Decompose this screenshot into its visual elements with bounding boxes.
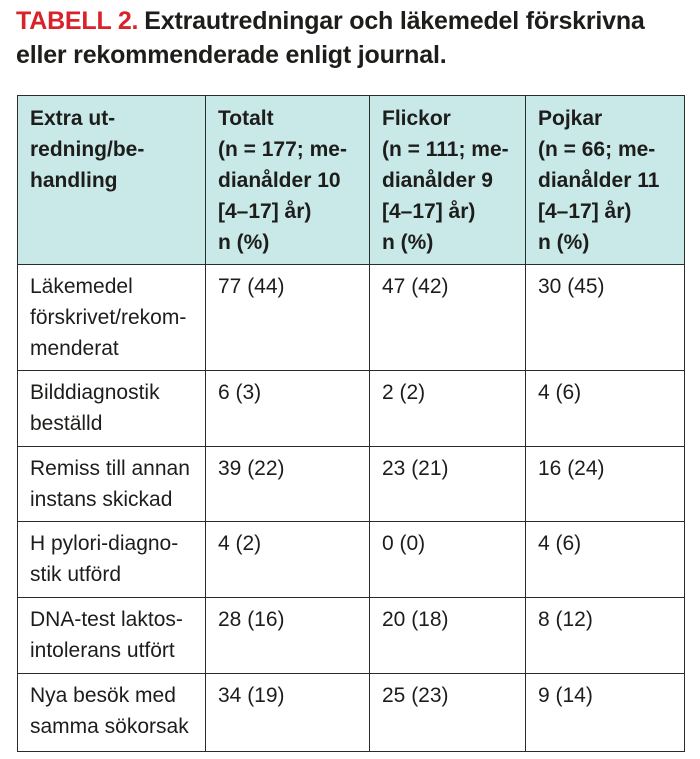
value-cell-flickor: 23 (21) — [370, 447, 526, 522]
data-table — [17, 95, 685, 752]
table-row — [18, 674, 685, 752]
table-row — [18, 265, 685, 371]
value-cell-pojkar: 4 (6) — [526, 522, 685, 598]
value-cell-totalt: 6 (3) — [206, 371, 370, 447]
value-cell-totalt: 77 (44) — [206, 265, 370, 371]
value-cell-pojkar: 30 (45) — [526, 265, 685, 371]
value-cell-totalt: 34 (19) — [206, 674, 370, 752]
value-cell-flickor: 47 (42) — [370, 265, 526, 371]
value-cell-pojkar: 8 (12) — [526, 598, 685, 674]
row-label-cell: Nya besök med samma sökorsak — [18, 674, 206, 752]
value-cell-flickor: 20 (18) — [370, 598, 526, 674]
value-cell-flickor: 2 (2) — [370, 371, 526, 447]
value-cell-totalt: 28 (16) — [206, 598, 370, 674]
row-label-cell: Läkemedel förskrivet/rekom- menderat — [18, 265, 206, 371]
table-caption — [16, 4, 686, 72]
table-row — [18, 522, 685, 598]
header-cell-extra-utredning: Extra ut- redning/be- handling — [18, 96, 206, 265]
table-row — [18, 371, 685, 447]
row-label-cell: Bilddiagnostik beställd — [18, 371, 206, 447]
table-header — [18, 96, 685, 265]
value-cell-flickor: 25 (23) — [370, 674, 526, 752]
table-title: Extrautredningar och läkemedel förskrivna eller rekommenderade enligt journal. — [16, 7, 645, 69]
row-label-cell: DNA-test laktos- intolerans utfört — [18, 598, 206, 674]
value-cell-pojkar: 16 (24) — [526, 447, 685, 522]
header-row — [18, 96, 685, 265]
header-cell-totalt: Totalt (n = 177; me- dianålder 10 [4–17] år) n (%) — [206, 96, 370, 265]
table-row — [18, 447, 685, 522]
table-label: TABELL 2. — [16, 7, 139, 35]
value-cell-pojkar: 4 (6) — [526, 371, 685, 447]
header-cell-pojkar: Pojkar (n = 66; me- dianålder 11 [4–17] år) n (%) — [526, 96, 685, 265]
value-cell-totalt: 39 (22) — [206, 447, 370, 522]
row-label-cell: Remiss till annan instans skickad — [18, 447, 206, 522]
value-cell-totalt: 4 (2) — [206, 522, 370, 598]
table-body — [18, 265, 685, 752]
header-cell-flickor: Flickor (n = 111; me- dianålder 9 [4–17] år) n (%) — [370, 96, 526, 265]
value-cell-flickor: 0 (0) — [370, 522, 526, 598]
row-label-cell: H pylori-diagno- stik utförd — [18, 522, 206, 598]
value-cell-pojkar: 9 (14) — [526, 674, 685, 752]
table-row — [18, 598, 685, 674]
